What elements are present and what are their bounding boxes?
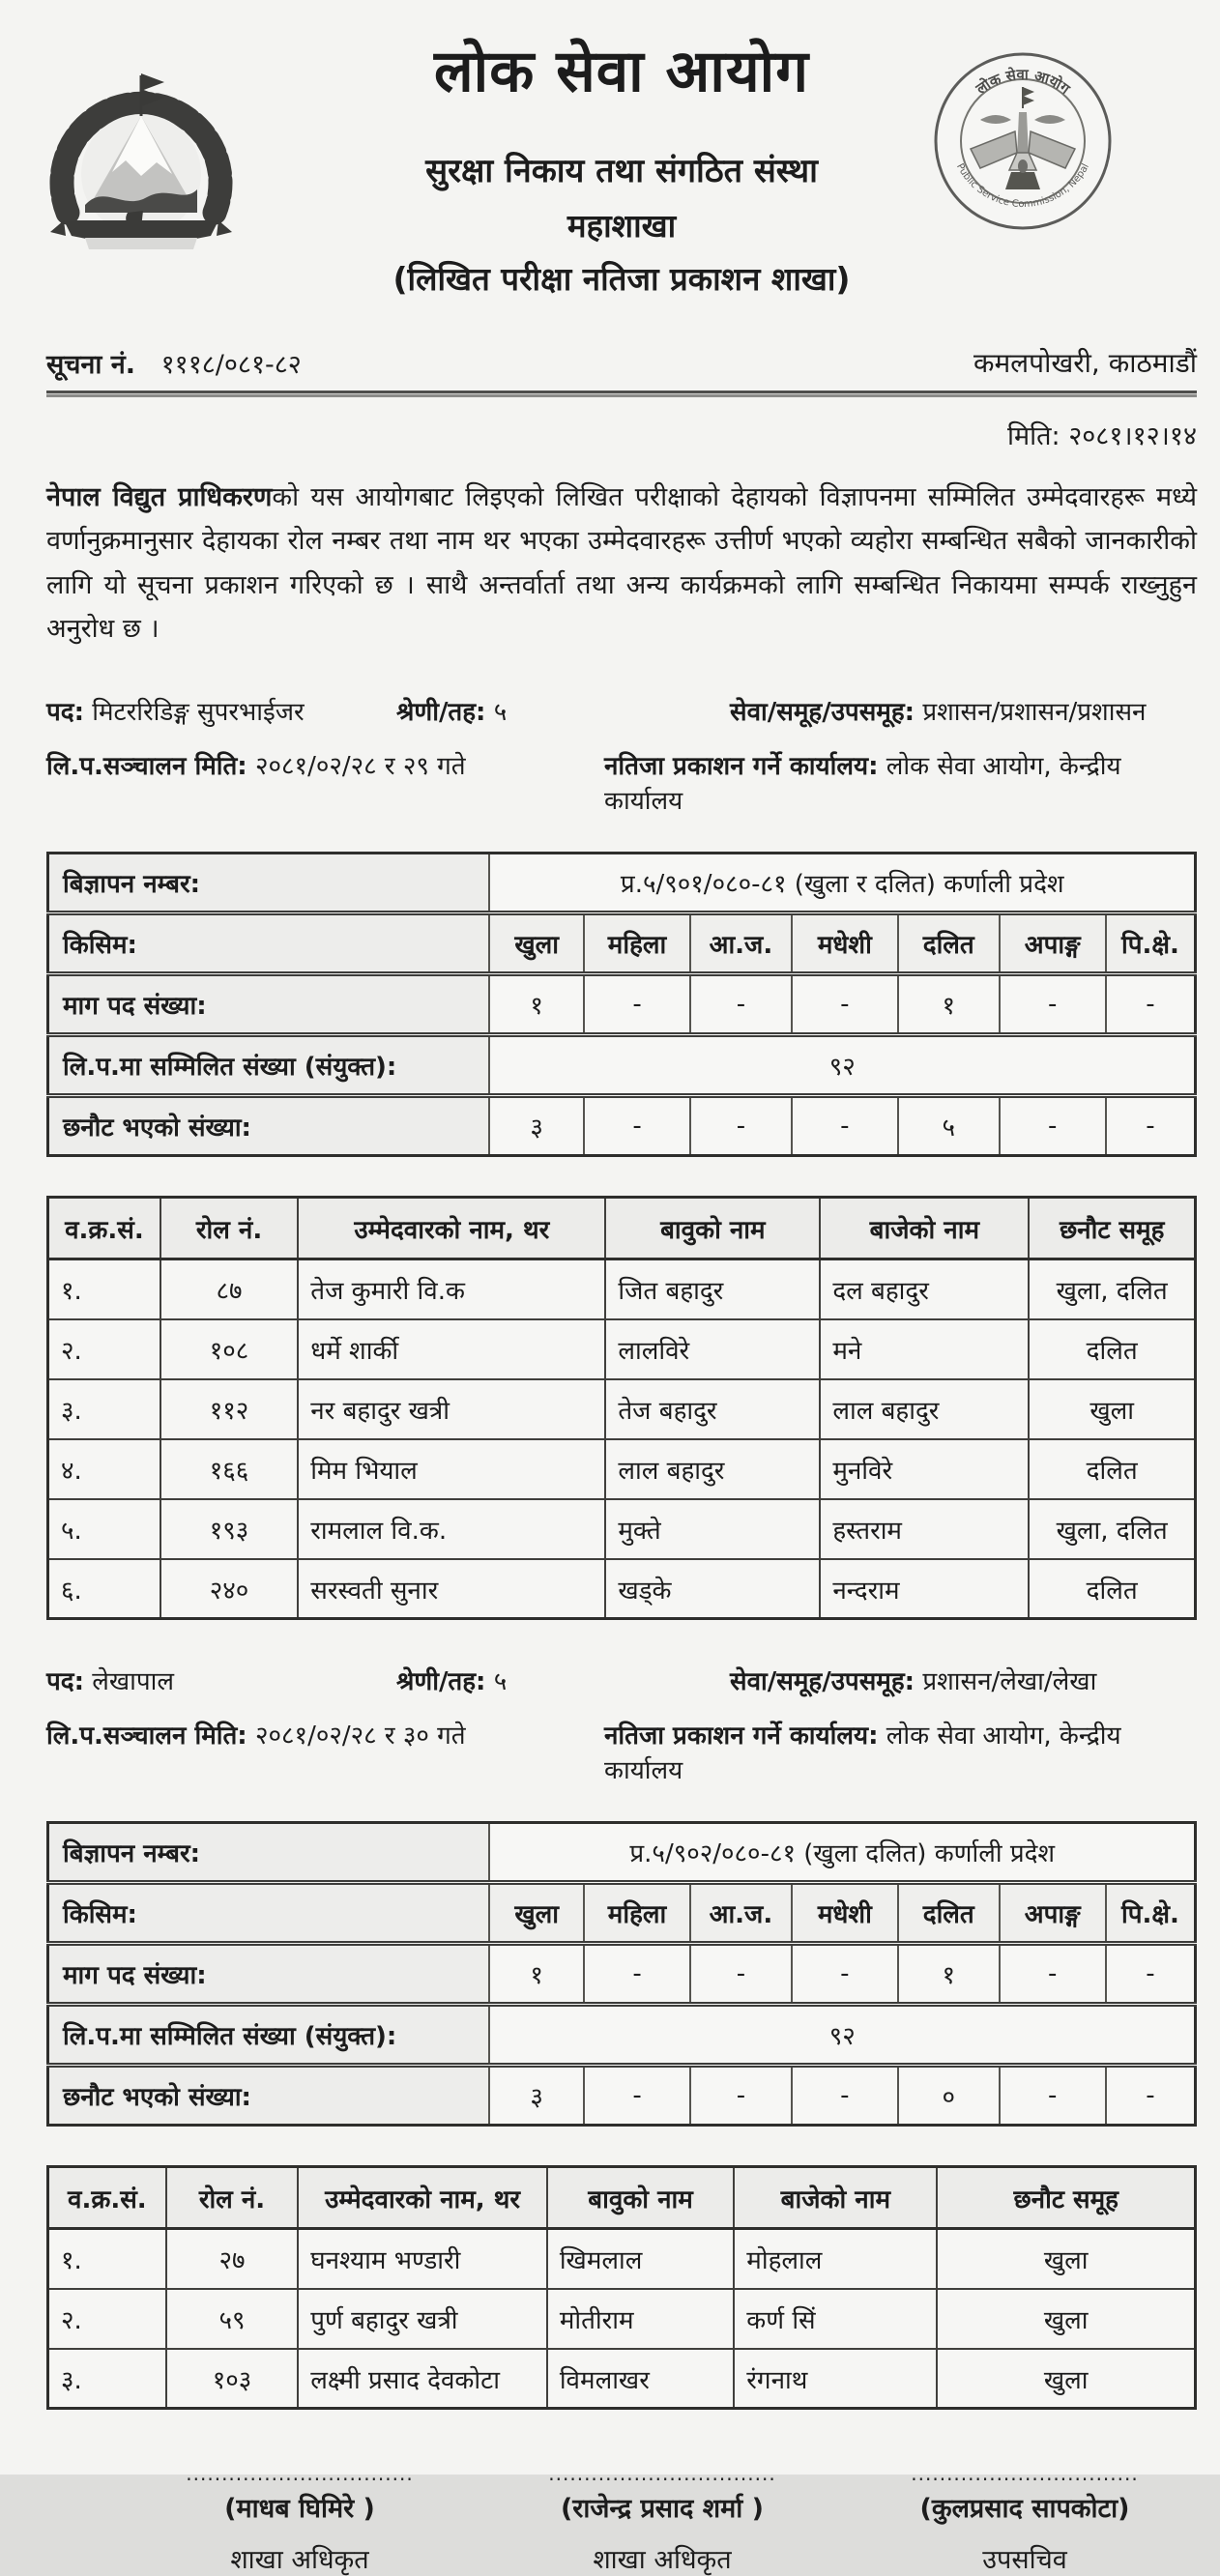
table-row: २. १०८ धर्मे शार्की लालविरे मने दलित xyxy=(48,1319,1196,1379)
signature-2 xyxy=(498,2464,827,2576)
table-row: ४. १६६ मिम भियाल लाल बहादुर मुनविरे दलित xyxy=(48,1439,1196,1499)
advert-value: प्र.५/९०१/०८०-८१ (खुला र दलित) कर्णाली प्रदेश xyxy=(489,854,1195,913)
notice-row xyxy=(46,344,1197,381)
signatory-name: (माधब घिमिरे ) xyxy=(224,2494,375,2525)
demand-label: माग पद संख्या: xyxy=(48,974,490,1035)
office-address: कमलपोखरी, काठमाडौं xyxy=(973,347,1197,379)
level-label: श्रेणी/तह: xyxy=(396,698,486,728)
nepal-government-emblem-icon xyxy=(39,60,244,275)
signature-block xyxy=(46,2464,1197,2576)
position-row-2 xyxy=(46,1663,1197,1697)
attended-value: ९२ xyxy=(489,1035,1195,1096)
signatory-title: शाखा अधिकृत xyxy=(230,2545,369,2576)
dept-line2: महाशाखा xyxy=(566,207,677,245)
signatory-name: (राजेन्द्र प्रसाद शर्मा ) xyxy=(560,2494,765,2525)
table-row: २. ५९ पुर्ण बहादुर खत्री मोतीराम कर्ण सिं खुला xyxy=(48,2289,1196,2349)
dept-line1: सुरक्षा निकाय तथा संगठित संस्था xyxy=(425,152,818,190)
psc-seal-icon xyxy=(930,48,1116,238)
advert-label: बिज्ञापन नम्बर: xyxy=(48,1823,490,1883)
document-header xyxy=(46,25,1197,311)
notice-date: मिति: २०८१।१२।१४ xyxy=(1007,421,1197,451)
demand-label: माग पद संख्या: xyxy=(48,1944,490,2005)
attended-value: ९२ xyxy=(489,2005,1195,2066)
table-row: १. २७ घनश्याम भण्डारी खिमलाल मोहलाल खुला xyxy=(48,2229,1196,2289)
advert-label: बिज्ञापन नम्बर: xyxy=(48,854,490,913)
position-row-1b xyxy=(46,747,1197,817)
office-label: नतिजा प्रकाशन गर्ने कार्यालय: xyxy=(604,752,879,782)
kisim-label: किसिम: xyxy=(48,1883,490,1944)
table-row: ३. ११२ नर बहादुर खत्री तेज बहादुर लाल बहादुर खुला xyxy=(48,1379,1196,1439)
seal-bottom-text: Public Service Commission, Nepal xyxy=(954,161,1091,211)
position-row-1 xyxy=(46,693,1197,728)
selected-label: छनौट भएको संख्या: xyxy=(48,2066,490,2126)
results-table-1 xyxy=(46,1196,1197,1620)
office-value: लोक सेवा आयोग, केन्द्रीय कार्यालय xyxy=(604,1722,1121,1786)
service-value: प्रशासन/लेखा/लेखा xyxy=(922,1667,1097,1697)
service-label: सेवा/समूह/उपसमूह: xyxy=(730,1667,915,1697)
advert-value: प्र.५/९०२/०८०-८१ (खुला दलित) कर्णाली प्रदेश xyxy=(489,1823,1195,1883)
attended-label: लि.प.मा सम्मिलित संख्या (संयुक्त): xyxy=(48,1035,490,1096)
table-row: ५. १९३ रामलाल वि.क. मुक्ते हस्तराम खुला, दलित xyxy=(48,1499,1196,1559)
notice-number-line xyxy=(46,345,302,381)
pad-value: मिटररिडिङ्ग सुपरभाईजर xyxy=(92,698,305,728)
exam-date-value: २०८१/०२/२८ र २९ गते xyxy=(254,752,466,782)
exam-date-label: लि.प.सञ्चालन मिति: xyxy=(46,752,247,782)
pad-label: पद: xyxy=(46,1667,84,1697)
results-table-2 xyxy=(46,2165,1197,2410)
summary-table-1: बिज्ञापन नम्बर: प्र.५/९०१/०८०-८१ (खुला र दलित) कर्णाली प्रदेश किसिम: खुला महिला आ.ज. मधेशी दलित अपाङ्ग पि.क्षे. माग पद संख्या: १ - - - १ - - लि.प.मा सम्मिलित संख्या (संयुक्त): ९२ छनौट भएको संख्या: ३ - - - ५ - - xyxy=(46,852,1197,1157)
notice-number-value: १११८/०८१-८२ xyxy=(160,350,302,380)
signature-line: ................................ xyxy=(186,2462,414,2486)
notice-number-label: सूचना नं. xyxy=(46,350,136,380)
level-value: ५ xyxy=(493,1667,508,1697)
pad-value: लेखापाल xyxy=(92,1667,175,1697)
signatory-title: शाखा अधिकृत xyxy=(593,2545,732,2576)
signature-line: ................................ xyxy=(911,2462,1139,2486)
exam-date-label: लि.प.सञ्चालन मिति: xyxy=(46,1722,247,1751)
pad-label: पद: xyxy=(46,698,84,728)
table-row: १. ८७ तेज कुमारी वि.क जित बहादुर दल बहादुर खुला, दलित xyxy=(48,1259,1196,1319)
position-row-2b xyxy=(46,1717,1197,1786)
table-row: ३. १०३ लक्ष्मी प्रसाद देवकोटा विमलाखर रंगनाथ खुला xyxy=(48,2349,1196,2409)
office-label: नतिजा प्रकाशन गर्ने कार्यालय: xyxy=(604,1722,879,1751)
intro-lead: नेपाल विद्युत प्राधिकरण xyxy=(46,482,273,512)
results-header-row: व.क्र.सं. रोल नं. उम्मेदवारको नाम, थर बावुको नाम बाजेको नाम छनौट समूह xyxy=(48,1198,1196,1259)
signatory-title: उपसचिव xyxy=(982,2545,1067,2576)
level-value: ५ xyxy=(493,698,508,728)
office-value: लोक सेवा आयोग, केन्द्रीय कार्यालय xyxy=(604,752,1121,817)
kisim-label: किसिम: xyxy=(48,913,490,974)
service-label: सेवा/समूह/उपसमूह: xyxy=(730,698,915,728)
signature-1 xyxy=(135,2464,464,2576)
signatory-name: (कुलप्रसाद सापकोटा) xyxy=(919,2494,1130,2525)
signature-3 xyxy=(860,2464,1189,2576)
exam-date-value: २०८१/०२/२८ र ३० गते xyxy=(254,1722,466,1751)
dept-line3: (लिखित परीक्षा नतिजा प्रकाशन शाखा) xyxy=(392,260,851,298)
summary-table-2: बिज्ञापन नम्बर: प्र.५/९०२/०८०-८१ (खुला दलित) कर्णाली प्रदेश किसिम: खुला महिला आ.ज. मधेशी दलित अपाङ्ग पि.क्षे. माग पद संख्या: १ - - - १ - - लि.प.मा सम्मिलित संख्या (संयुक्त): ९२ छनौट भएको संख्या: ३ - - - ० - - xyxy=(46,1821,1197,2127)
table-row: ६. २४० सरस्वती सुनार खड्के नन्दराम दलित xyxy=(48,1559,1196,1619)
intro-paragraph xyxy=(46,476,1197,651)
selected-label: छनौट भएको संख्या: xyxy=(48,1096,490,1156)
signature-line: ................................ xyxy=(548,2462,776,2486)
intro-body: को यस आयोगबाट लिइएको लिखित परीक्षाको देहायको विज्ञापनमा सम्मिलित उम्मेदवारहरू मध्ये वर्णानुक्रमानुसार देहायका रोल नम्बर तथा नाम थर भएका उम्मेदवारहरू उत्तीर्ण भएको व्यहोरा सम्बन्धित सबैको जानकारीको लागि यो सूचना प्रकाशन गरिएको छ । साथै अन्तर्वार्ता तथा अन्य कार्यक्रमको लागि सम्बन्धित निकायमा सम्पर्क राख्नुहुन अनुरोध छ । xyxy=(46,482,1197,645)
service-value: प्रशासन/प्रशासन/प्रशासन xyxy=(922,698,1147,728)
horizontal-rule xyxy=(46,391,1197,397)
results-header-row: व.क्र.सं. रोल नं. उम्मेदवारको नाम, थर बावुको नाम बाजेको नाम छनौट समूह xyxy=(48,2167,1196,2229)
attended-label: लि.प.मा सम्मिलित संख्या (संयुक्त): xyxy=(48,2005,490,2066)
level-label: श्रेणी/तह: xyxy=(396,1667,486,1697)
seal-top-text: लोक सेवा आयोग xyxy=(973,65,1074,99)
org-title: लोक सेवा आयोग xyxy=(434,38,809,105)
